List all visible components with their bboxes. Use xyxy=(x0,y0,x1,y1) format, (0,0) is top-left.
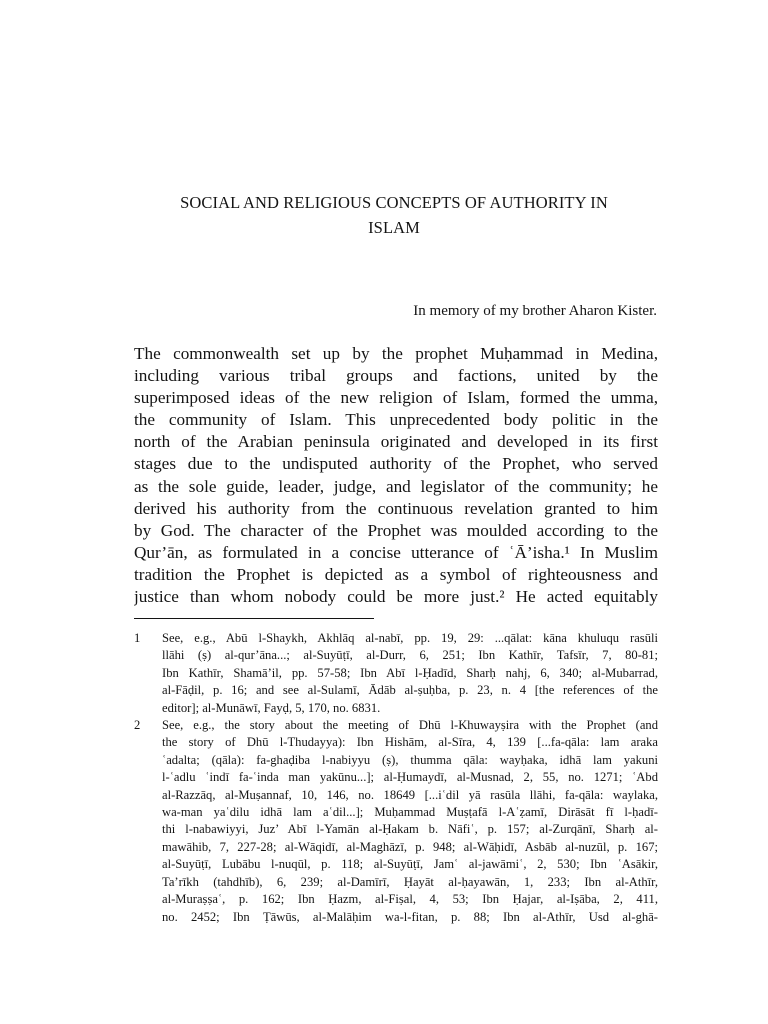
body-paragraph xyxy=(134,343,658,608)
footnote-line: the story of Dhū l-Thudayya): Ibn Hishām, al-Sīra, 4, 139 [...fa-qāla: lam araka xyxy=(162,735,658,750)
body-line: as the sole guide, leader, judge, and legislator of the community; he xyxy=(134,476,658,496)
footnote-line: See, e.g., Abū l-Shaykh, Akhlāq al-nabī, pp. 19, 29: ...qālat: kāna khuluqu rasūli xyxy=(162,631,658,645)
footnote-1 xyxy=(134,630,658,717)
chapter-title-line-1: SOCIAL AND RELIGIOUS CONCEPTS OF AUTHORITY IN xyxy=(180,193,608,212)
footnote-line: thi l-nabawiyyi, Juz’ Abī l-Yamān al-Ḥakam b. Nāfiʿ, p. 157; al-Zurqānī, Sharḥ al- xyxy=(162,822,658,837)
footnote-line: llāhi (ṣ) al-qur’āna...; al-Suyūṭī, al-Durr, 6, 251; Ibn Kathīr, Tafsīr, 7, 80-81; xyxy=(162,648,658,663)
body-line: tradition the Prophet is depicted as a symbol of righteousness and xyxy=(134,564,658,584)
footnote-line: al-Fāḍil, p. 16; and see al-Sulamī, Ādāb al-ṣuḥba, p. 23, n. 4 [the references of the xyxy=(162,683,658,698)
dedication: In memory of my brother Aharon Kister. xyxy=(413,303,657,319)
body-line: justice than whom nobody could be more just.² He acted equitably xyxy=(134,587,658,607)
footnote-line: wa-man yaʿdilu idhā lam aʿdil...]; Muḥammad Muṣṭafā l-Aʿẓamī, Dirāsāt fī l-ḥadī- xyxy=(162,805,658,820)
footnote-2 xyxy=(134,717,658,926)
footnotes xyxy=(134,630,658,926)
chapter-title-line-2: ISLAM xyxy=(368,218,420,237)
body-line: derived his authority from the continuous revelation granted to him xyxy=(134,498,658,518)
footnote-line: Ta’rīkh (tahdhīb), 6, 239; al-Damīrī, Ḥayāt al-ḥayawān, 1, 233; Ibn al-Athīr, xyxy=(162,874,658,889)
footnote-line: See, e.g., the story about the meeting of Dhū l-Khuwayṣira with the Prophet (and xyxy=(162,718,658,733)
footnote-number: 1 xyxy=(134,631,141,645)
body-line: Qur’ān, as formulated in a concise utterance of ʿĀ’isha.¹ In Muslim xyxy=(134,542,658,562)
footnote-line: al-Muraṣṣaʿ, p. 162; Ibn Ḥazm, al-Fiṣal, 4, 53; Ibn Ḥajar, al-Iṣāba, 2, 411, xyxy=(162,892,658,907)
footnote-number: 2 xyxy=(134,718,141,733)
footnote-line: al-Suyūṭī, Lubābu l-nuqūl, p. 118; al-Suyūṭī, Jamʿ al-jawāmiʿ, 2, 530; Ibn ʿAsākir, xyxy=(162,857,658,872)
body-line: including various tribal groups and factions, united by the xyxy=(134,366,658,386)
footnote-line: al-Razzāq, al-Muṣannaf, 10, 146, no. 18649 [...iʿdil yā rasūla llāhi, fa-qāla: waylaka, xyxy=(162,787,658,802)
footnote-line: mawāhib, 7, 227-28; al-Wāqidī, al-Maghāzī, p. 948; al-Wāḥidī, Asbāb al-nuzūl, p. 167; xyxy=(162,839,658,854)
footnote-line: ʿadalta; (qāla): fa-ghaḍiba l-nabiyyu (ṣ), thumma qāla: wayḥaka, idhā lam yakuni xyxy=(162,752,658,767)
body-line: the community of Islam. This unprecedented body politic in the xyxy=(134,410,658,430)
body-line: north of the Arabian peninsula originated and developed in its first xyxy=(134,432,658,452)
chapter-title xyxy=(130,190,658,240)
body-line: The commonwealth set up by the prophet Muḥammad in Medina, xyxy=(134,344,658,363)
footnote-separator-rule xyxy=(134,618,374,619)
body-line: by God. The character of the Prophet was moulded according to the xyxy=(134,520,658,540)
footnote-line: editor]; al-Munāwī, Fayḍ, 5, 170, no. 6831. xyxy=(162,700,381,715)
body-line: superimposed ideas of the new religion of Islam, formed the umma, xyxy=(134,388,658,408)
footnote-line: Ibn Kathīr, Shamā’il, pp. 57-58; Ibn Abī l-Ḥadīd, Sharḥ nahj, 6, 340; al-Mubarrad, xyxy=(162,665,658,680)
body-line: stages due to the undisputed authority of the Prophet, who served xyxy=(134,454,658,474)
footnote-line: l-ʿadlu ʿindī fa-ʿinda man yakūnu...]; al-Ḥumaydī, al-Musnad, 2, 55, no. 1271; ʿAbd xyxy=(162,770,658,785)
footnote-line: no. 2452; Ibn Ṭāwūs, al-Malāḥim wa-l-fitan, p. 88; Ibn al-Athīr, Usd al-ghā- xyxy=(162,909,658,924)
